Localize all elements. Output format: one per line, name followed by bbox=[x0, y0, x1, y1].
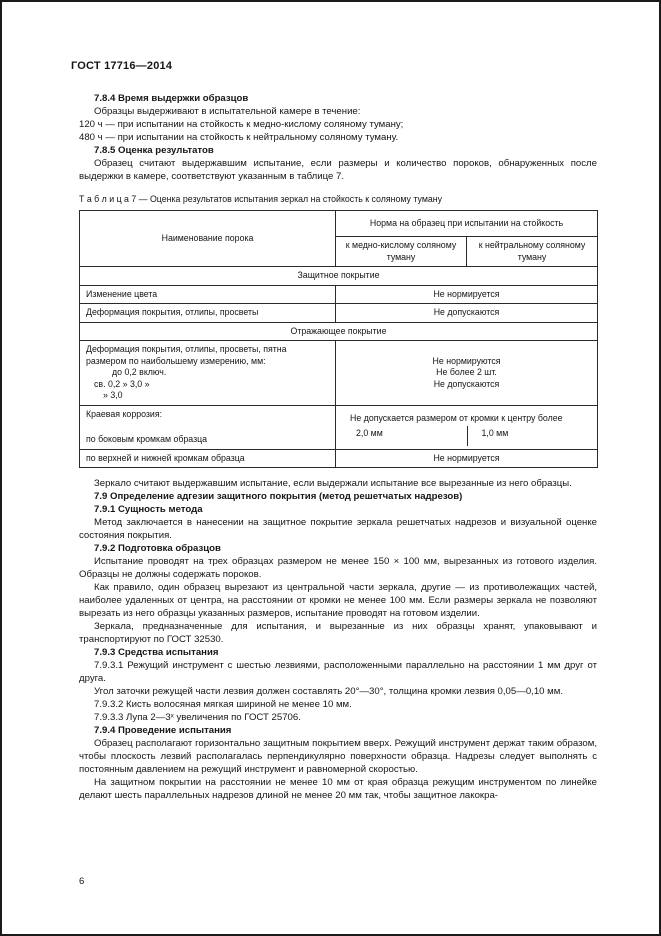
corrosion-value-neutral: 1,0 мм bbox=[467, 426, 592, 446]
paragraph: Образец считают выдержавшим испытание, если размеры и количество пороков, обнаруженных после выдержки в камере, соответствуют указанным в таблице 7. bbox=[79, 158, 597, 182]
table-cell-norm: Не допускаются bbox=[336, 304, 598, 323]
paragraph: 7.9.3.1 Режущий инструмент с шестью лезвиями, расположенными параллельно на расстоянии 1 мм друг от друга. bbox=[79, 660, 597, 684]
paragraph: Метод заключается в нанесении на защитное покрытие зеркала решетчатых надрезов и визуальной оценке состояния покрытия. bbox=[79, 517, 597, 541]
section-heading-7-9: 7.9 Определение адгезии защитного покрытия (метод решетчатых надрезов) bbox=[94, 491, 463, 502]
table-header-row bbox=[80, 211, 598, 237]
paragraph: 7.9.3.2 Кисть волосяная мягкая шириной не менее 10 мм. bbox=[94, 699, 352, 710]
section-heading-7-9-2: 7.9.2 Подготовка образцов bbox=[94, 543, 221, 554]
table-row bbox=[80, 449, 598, 468]
table-cell-deformation-norms bbox=[336, 341, 598, 406]
table-section-reflective: Отражающее покрытие bbox=[80, 322, 598, 341]
table-row-deformation bbox=[80, 341, 598, 406]
table-cell-corrosion-topbottom-norm: Не нормируется bbox=[336, 449, 598, 468]
table-cell-deformation-sizes bbox=[80, 341, 336, 406]
section-heading-7-8-4: 7.8.4 Время выдержки образцов bbox=[94, 93, 249, 104]
deformation-size-line: св. 0,2 » 3,0 » bbox=[94, 378, 150, 389]
table-row bbox=[80, 285, 598, 304]
paragraph-480h: 480 ч — при испытании на стойкость к нейтральному соляному туману. bbox=[79, 132, 399, 143]
section-heading-7-9-4: 7.9.4 Проведение испытания bbox=[94, 725, 232, 736]
paragraph: Испытание проводят на трех образцах размером не менее 150 × 100 мм, вырезанных из готового изделия. Образцы не должны содержать пороков. bbox=[79, 556, 597, 580]
deformation-norm-line: Не нормируются bbox=[432, 355, 501, 366]
table-caption: Т а б л и ц а 7 — Оценка результатов испытания зеркал на стойкость к соляному туману bbox=[79, 194, 443, 204]
deformation-norm-line: Не допускаются bbox=[433, 378, 500, 389]
table-cell-corrosion-norm bbox=[336, 405, 598, 449]
table-cell-defect: Деформация покрытия, отлипы, просветы bbox=[80, 304, 336, 323]
standard-number-header: ГОСТ 17716—2014 bbox=[71, 60, 173, 72]
section-heading-7-9-3: 7.9.3 Средства испытания bbox=[94, 647, 219, 658]
table-section-protective: Защитное покрытие bbox=[80, 267, 598, 286]
section-heading-7-9-1: 7.9.1 Сущность метода bbox=[94, 504, 203, 515]
paragraph: Зеркала, предназначенные для испытания, и вырезанные из них образцы хранят, упаковывают и транспортируют по ГОСТ 32530. bbox=[79, 621, 597, 645]
table-cell-corrosion-topbottom: по верхней и нижней кромкам образца bbox=[80, 449, 336, 468]
deformation-size-line: до 0,2 включ. bbox=[112, 367, 167, 377]
document-content bbox=[79, 92, 597, 802]
paragraph: Как правило, один образец вырезают из центральной части зеркала, другие — из противолежащих частей, наиболее удаленных от центра, на расстоянии от кромки не менее 100 мм. Если размеры зеркала не позволяют вырезать из него образцы указанных размеров, испытание проводят на готовом изделии. bbox=[79, 582, 597, 619]
paragraph: Образцы выдерживают в испытательной камере в течение: bbox=[94, 106, 361, 117]
corrosion-rule-text: Не допускается размером от кромки к центру более bbox=[350, 412, 563, 423]
table-header-defect-name: Наименование порока bbox=[80, 211, 336, 267]
deformation-norm-line: Не более 2 шт. bbox=[436, 367, 497, 377]
corrosion-title: Краевая коррозия: bbox=[86, 409, 163, 419]
table-header-norm: Норма на образец при испытании на стойкость bbox=[336, 211, 598, 237]
table-cell-norm: Не нормируется bbox=[336, 285, 598, 304]
deformation-size-line: » 3,0 bbox=[103, 390, 123, 400]
table-section-row bbox=[80, 322, 598, 341]
paragraph: Угол заточки режущей части лезвия должен составлять 20°—30°, толщина кромки лезвия 0,05—0,10 мм. bbox=[94, 686, 564, 697]
corrosion-side-edges-label: по боковым кромкам образца bbox=[86, 433, 208, 444]
table-row-edge-corrosion bbox=[80, 405, 598, 449]
paragraph: На защитном покрытии на расстоянии не менее 10 мм от края образца режущим инструментом по линейке делают шесть параллельных надрезов длиной не менее 20 мм так, чтобы защитное лакокра- bbox=[79, 777, 597, 801]
deformation-intro: Деформация покрытия, отлипы, просветы, пятна размером по наибольшему измерению, мм: bbox=[86, 344, 287, 366]
results-table bbox=[79, 210, 598, 468]
page-number: 6 bbox=[79, 876, 85, 887]
table-cell-defect: Изменение цвета bbox=[80, 285, 336, 304]
corrosion-values bbox=[342, 426, 591, 446]
paragraph-120h: 120 ч — при испытании на стойкость к медно-кислому соляному туману; bbox=[79, 119, 404, 130]
section-heading-7-8-5: 7.8.5 Оценка результатов bbox=[94, 145, 214, 156]
table-section-row bbox=[80, 267, 598, 286]
table-subheader-copper: к медно-кислому соляному туману bbox=[336, 237, 467, 267]
table-subheader-neutral: к нейтральному соляному туману bbox=[467, 237, 598, 267]
paragraph: Образец располагают горизонтально защитным покрытием вверх. Режущий инструмент держат таким образом, чтобы плоскость лезвий располагалась перпендикулярно поверхности образца. Надрезы следует выполнять с постоянным давлением на режущий инструмент и равномерной скоростью. bbox=[79, 738, 597, 775]
table-cell-corrosion-side bbox=[80, 405, 336, 449]
table-row bbox=[80, 304, 598, 323]
corrosion-value-copper: 2,0 мм bbox=[356, 428, 383, 438]
paragraph: 7.9.3.3 Лупа 2—3ˣ увеличения по ГОСТ 25706. bbox=[94, 712, 301, 723]
paragraph: Зеркало считают выдержавшим испытание, если выдержали испытание все вырезанные из него образцы. bbox=[94, 478, 572, 489]
